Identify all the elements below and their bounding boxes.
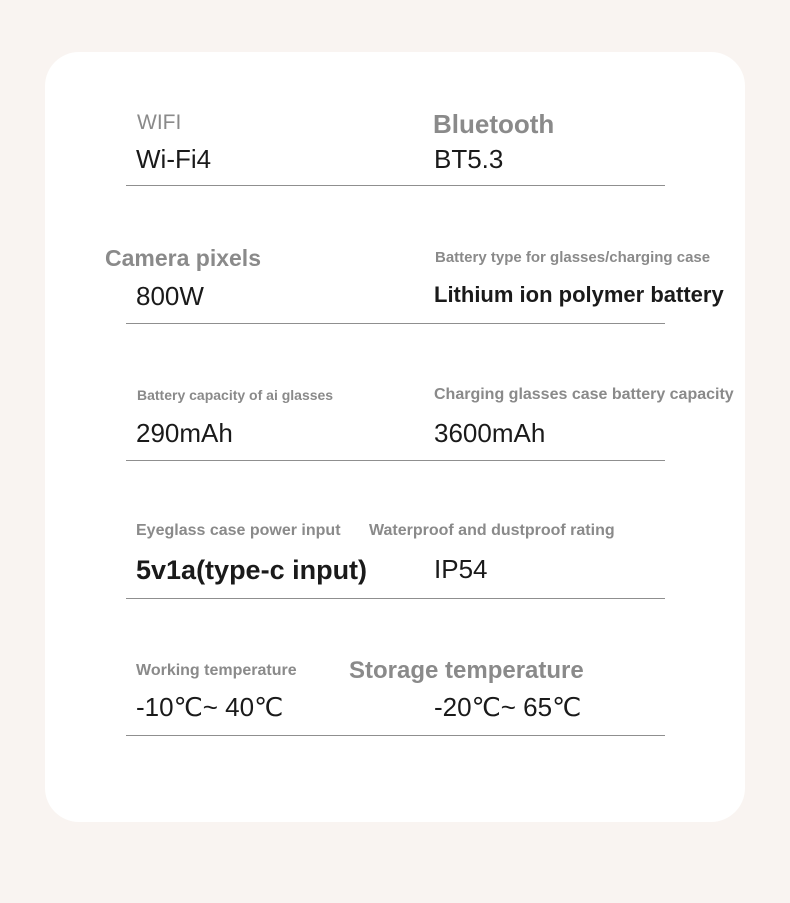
spec-row-divider [126,460,665,461]
spec-label-battery-type: Battery type for glasses/charging case [435,249,711,266]
spec-value-storage-temperature: -20℃~ 65℃ [434,692,582,722]
spec-value-case-power-input: 5v1a(type-c input) [136,555,368,585]
spec-label-storage-temperature: Storage temperature [349,657,584,684]
spec-value-working-temperature: -10℃~ 40℃ [136,692,284,722]
spec-label-wifi: WIFI [137,111,182,134]
spec-row-divider [126,598,665,599]
spec-row-divider [126,323,665,324]
spec-label-bluetooth: Bluetooth [433,109,555,139]
spec-label-working-temperature: Working temperature [136,662,297,679]
spec-value-glasses-battery-capacity: 290mAh [136,418,233,448]
spec-value-camera-pixels: 800W [136,281,204,311]
spec-label-case-power-input: Eyeglass case power input [136,522,341,539]
spec-value-case-battery-capacity: 3600mAh [434,418,546,448]
spec-row-divider [126,735,665,736]
spec-value-wifi: Wi-Fi4 [136,144,212,174]
spec-label-waterproof-rating: Waterproof and dustproof rating [369,522,615,539]
spec-value-bluetooth: BT5.3 [434,144,504,174]
spec-label-camera-pixels: Camera pixels [105,245,261,271]
spec-value-battery-type: Lithium ion polymer battery [434,282,724,307]
spec-value-waterproof-rating: IP54 [434,554,488,584]
spec-label-case-battery-capacity: Charging glasses case battery capacity [434,386,734,403]
spec-row-divider [126,185,665,186]
spec-label-glasses-battery-capacity: Battery capacity of ai glasses [137,387,334,403]
